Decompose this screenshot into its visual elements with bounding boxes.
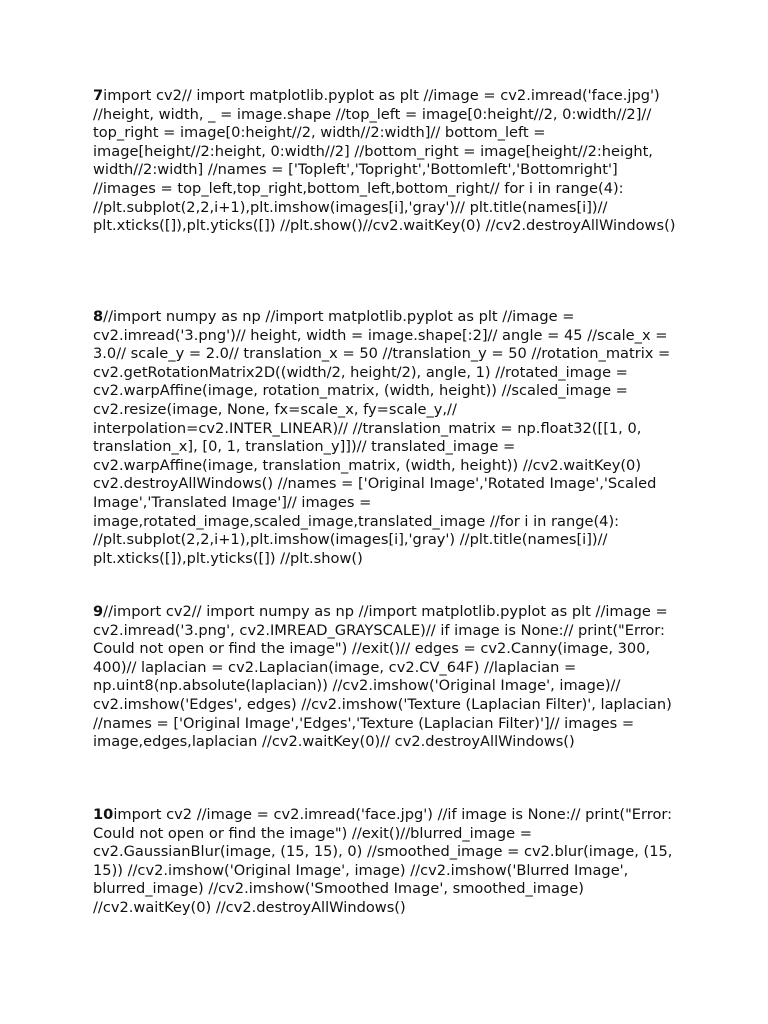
block-number: 10 xyxy=(93,806,114,823)
block-number: 9 xyxy=(93,603,104,620)
block-text: import cv2// import matplotlib.pyplot as plt //image = cv2.imread('face.jpg') //height, width, _ = image.shape //top_left = image[0:height//2, 0:width//2]// top_right = image[0:height//2, width//2:width]// bottom_left = image[height//2:height, 0:width//2] //bottom_right = image[height//2:height, width//2:width] //names = ['Topleft','Topright','Bottomleft','Bottomright'] //images = top_left,top_right,bottom_left,bottom_right// for i in range(4): //plt.subplot(2,2,i+1),plt.imshow(images[i],'gray')// plt.title(names[i])// plt.xticks([]),plt.yticks([]) //plt.show()//cv2.waitKey(0) //cv2.destroyAllWindows() xyxy=(93,87,676,235)
block-text: //import numpy as np //import matplotlib.pyplot as plt //image = cv2.imread('3.png')// height, width = image.shape[:2]// angle = 45 //scale_x = 3.0// scale_y = 2.0// translation_x = 50 //translation_y = 50 //rotation_matrix = cv2.getRotationMatrix2D((width/2, height/2), angle, 1) //rotated_image = cv2.warpAffine(image, rotation_matrix, (width, height)) //scaled_image = cv2.resize(image, None, fx=scale_x, fy=scale_y,// interpolation=cv2.INTER_LINEAR)// //translation_matrix = np.float32([[1, 0, translation_x], [0, 1, translation_y]])// translated_image = cv2.warpAffine(image, translation_matrix, (width, height)) //cv2.waitKey(0) cv2.destroyAllWindows() //names = ['Original Image','Rotated Image','Scaled Image','Translated Image']// images = image,rotated_image,scaled_image,translated_image //for i in range(4): //plt.subplot(2,2,i+1),plt.imshow(images[i],'gray') //plt.title(names[i])// plt.xticks([]),plt.yticks([]) //plt.show() xyxy=(93,308,671,567)
block-text: import cv2 //image = cv2.imread('face.jpg') //if image is None:// print("Error: Could not open or find the image") //exit()//blurred_image = cv2.GaussianBlur(image, (15, 15), 0) //smoothed_image = cv2.blur(image, (15, 15)) //cv2.imshow('Original Image', image) //cv2.imshow('Blurred Image', blurred_image) //cv2.imshow('Smoothed Image', smoothed_image) //cv2.waitKey(0) //cv2.destroyAllWindows() xyxy=(93,806,673,916)
code-block-10 xyxy=(93,806,683,918)
block-text: //import cv2// import numpy as np //import matplotlib.pyplot as plt //image = cv2.imread('3.png', cv2.IMREAD_GRAYSCALE)// if image is None:// print("Error: Could not open or find the image") //exit()// edges = cv2.Canny(image, 300, 400)// laplacian = cv2.Laplacian(image, cv2.CV_64F) //laplacian = np.uint8(np.absolute(laplacian)) //cv2.imshow('Original Image', image)// cv2.imshow('Edges', edges) //cv2.imshow('Texture (Laplacian Filter)', laplacian) //names = ['Original Image','Edges','Texture (Laplacian Filter)']// images = image,edges,laplacian //cv2.waitKey(0)// cv2.destroyAllWindows() xyxy=(93,603,672,751)
block-number: 7 xyxy=(93,87,104,104)
code-block-8 xyxy=(93,308,683,568)
code-block-7 xyxy=(93,87,683,236)
block-number: 8 xyxy=(93,308,104,325)
code-block-9 xyxy=(93,603,683,752)
